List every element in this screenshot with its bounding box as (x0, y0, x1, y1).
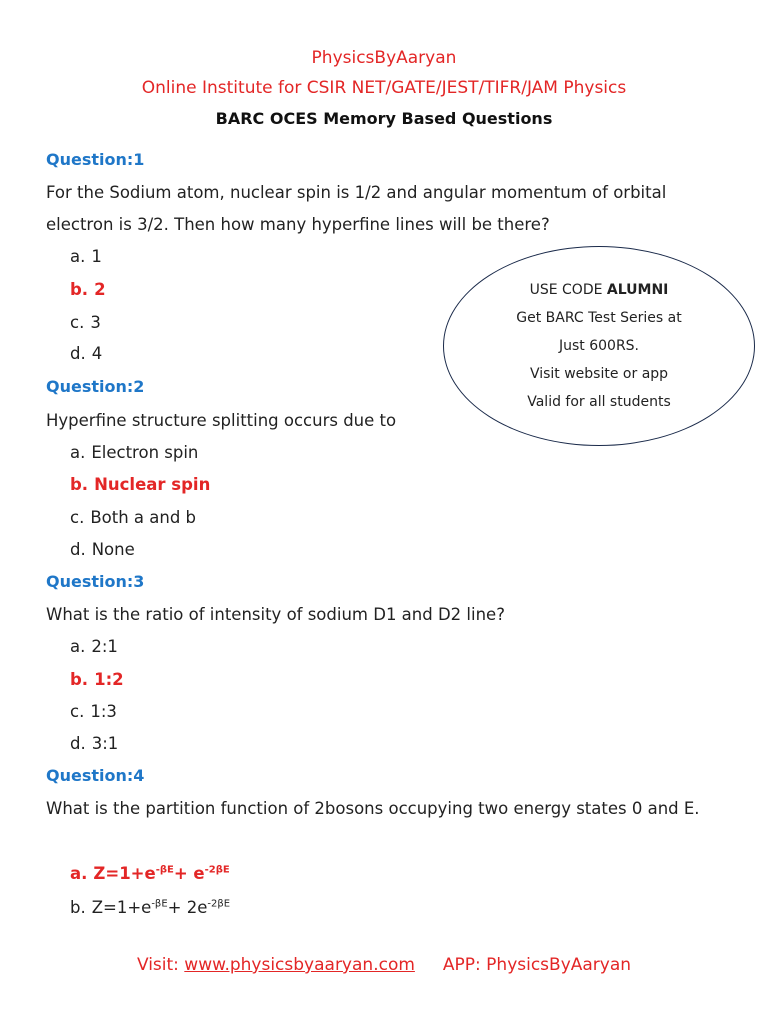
promo-code-line (530, 276, 669, 304)
option-label: a. (70, 637, 86, 656)
question-1-option-b (70, 280, 106, 299)
option-label: c. (70, 313, 85, 332)
question-4-option-a (70, 864, 230, 883)
option-text: 4 (91, 344, 103, 363)
question-2-option-c (70, 508, 196, 527)
question-1-option-d (70, 344, 102, 363)
option-text: Nuclear spin (94, 475, 211, 494)
promo-prefix: USE CODE (529, 282, 607, 298)
option-text: None (91, 540, 135, 559)
question-2-option-d (70, 540, 135, 559)
question-3-option-c (70, 702, 117, 721)
brand-title: PhysicsByAaryan (311, 48, 457, 68)
question-1-heading: Question:1 (46, 150, 145, 169)
option-text: 3 (90, 313, 101, 332)
option-label: b. (70, 670, 89, 689)
page-title: BARC OCES Memory Based Questions (215, 109, 553, 128)
footer-app-text: APP: PhysicsByAaryan (442, 955, 632, 975)
question-2-option-a (70, 443, 198, 462)
option-label: b. (70, 280, 89, 299)
footer (0, 955, 768, 975)
promo-code: ALUMNI (606, 282, 669, 298)
question-3-heading: Question:3 (46, 572, 145, 591)
promo-ellipse (443, 246, 755, 446)
formula-exp1: -βE (155, 864, 174, 876)
option-label: d. (70, 344, 86, 363)
promo-line-4: Visit website or app (529, 366, 669, 382)
option-label: d. (70, 540, 86, 559)
promo-line-2: Get BARC Test Series at (516, 310, 682, 326)
option-text: Electron spin (91, 443, 199, 462)
formula-z: Z=1+e (93, 864, 156, 883)
formula-z: Z=1+e (91, 898, 152, 917)
question-4-heading: Question:4 (46, 766, 145, 785)
option-label: a. (70, 864, 88, 883)
question-3-option-b (70, 670, 124, 689)
question-1-option-a (70, 247, 102, 266)
formula-exp2: -2βE (207, 898, 231, 910)
question-4-text: What is the partition function of 2bosons occupying two energy states 0 and E. (46, 799, 700, 818)
question-2-option-b (70, 475, 210, 494)
option-text: 3:1 (91, 734, 119, 753)
formula-mid: + e (173, 864, 205, 883)
option-text: 1:2 (94, 670, 124, 689)
promo-line-5: Valid for all students (527, 394, 671, 410)
formula-exp1: -βE (151, 898, 168, 910)
question-4-option-b (70, 898, 230, 917)
option-label: b. (70, 475, 89, 494)
option-label: c. (70, 508, 85, 527)
option-label: a. (70, 247, 86, 266)
question-2-text: Hyperfine structure splitting occurs due to (46, 411, 397, 430)
option-label: a. (70, 443, 86, 462)
option-text: 2 (94, 280, 106, 299)
option-label: b. (70, 898, 86, 917)
option-text: 1 (91, 247, 102, 266)
website-link[interactable]: www.physicsbyaaryan.com (184, 955, 415, 975)
option-text: Both a and b (90, 508, 197, 527)
promo-line-3: Just 600RS. (558, 338, 640, 354)
question-3-option-a (70, 637, 118, 656)
subtitle: Online Institute for CSIR NET/GATE/JEST/TIFR/JAM Physics (141, 78, 627, 98)
question-3-text: What is the ratio of intensity of sodium D1 and D2 line? (46, 605, 505, 624)
footer-visit-label: Visit: (136, 955, 185, 975)
question-2-heading: Question:2 (46, 377, 145, 396)
option-label: c. (70, 702, 85, 721)
option-label: d. (70, 734, 86, 753)
option-text: 1:3 (90, 702, 117, 721)
option-text: 2:1 (91, 637, 118, 656)
question-1-option-c (70, 313, 101, 332)
formula-exp2: -2βE (204, 864, 230, 876)
question-3-option-d (70, 734, 118, 753)
question-1-text: For the Sodium atom, nuclear spin is 1/2 and angular momentum of orbital electron is 3/2. Then how many hyperfine lines will be there? (46, 183, 667, 234)
formula-mid: + 2e (167, 898, 208, 917)
